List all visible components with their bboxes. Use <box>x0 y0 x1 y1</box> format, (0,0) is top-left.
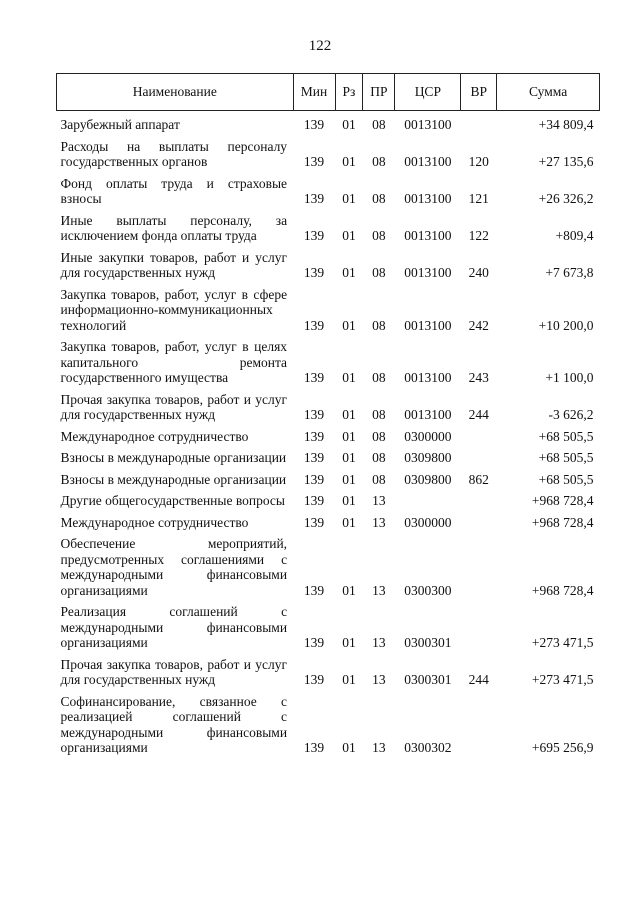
cell-sum: +968 728,4 <box>531 493 594 508</box>
cell-vr: 243 <box>468 370 489 385</box>
page-number: 122 <box>308 38 332 54</box>
cell-pr: 08 <box>372 154 386 169</box>
cell-vr: 122 <box>468 228 489 243</box>
cell-name: Реализация соглашений с международными финансовыми организациями <box>60 604 288 650</box>
cell-rz: 01 <box>342 740 356 755</box>
cell-sum: +1 100,0 <box>545 370 594 385</box>
cell-min: 139 <box>303 370 325 385</box>
cell-pr: 08 <box>372 428 386 444</box>
cell-vr <box>461 444 497 466</box>
cell-rz: 01 <box>342 635 356 650</box>
cell-min: 139 <box>303 672 325 687</box>
table-row <box>57 170 600 207</box>
cell-min: 139 <box>303 740 325 755</box>
cell-name: Зарубежный аппарат <box>60 117 180 132</box>
cell-rz: 01 <box>342 228 356 243</box>
cell-pr: 08 <box>372 265 386 280</box>
cell-vr <box>461 423 497 445</box>
cell-sum: +68 505,5 <box>538 471 594 487</box>
cell-pr: 08 <box>372 407 386 422</box>
cell-vr <box>461 509 497 531</box>
cell-rz: 01 <box>342 265 356 280</box>
cell-csr: 0300000 <box>404 428 452 444</box>
cell-sum: +68 505,5 <box>538 450 594 465</box>
cell-name: Закупка товаров, работ, услуг в сфере информационно-коммуникационных технологий <box>60 286 288 333</box>
cell-csr: 0013100 <box>404 191 452 206</box>
cell-rz: 01 <box>342 154 356 169</box>
header-vr: ВР <box>461 74 497 111</box>
cell-name: Прочая закупка товаров, работ и услуг для государственных нужд <box>60 391 288 422</box>
cell-vr <box>461 111 497 133</box>
header-name: Наименование <box>57 74 294 111</box>
cell-rz: 01 <box>342 317 356 333</box>
table-row <box>57 466 600 488</box>
table-row <box>57 598 600 651</box>
cell-csr: 0309800 <box>404 450 452 465</box>
cell-rz: 01 <box>342 582 356 598</box>
cell-sum: -3 626,2 <box>548 407 594 422</box>
table-row <box>57 444 600 466</box>
cell-name: Другие общегосударственные вопросы <box>60 493 285 508</box>
cell-min: 139 <box>303 117 325 132</box>
cell-pr: 08 <box>372 471 386 487</box>
cell-name: Взносы в международные организации <box>60 471 287 487</box>
cell-sum: +273 471,5 <box>531 672 594 687</box>
cell-csr: 0309800 <box>404 471 452 487</box>
cell-vr <box>461 487 497 509</box>
table-body <box>57 111 600 756</box>
cell-pr: 08 <box>372 450 386 465</box>
cell-csr: 0300000 <box>404 514 452 530</box>
cell-name: Софинансирование, связанное с реализацией соглашений с международными финансовыми организациями <box>60 693 288 755</box>
cell-name: Прочая закупка товаров, работ и услуг для государственных нужд <box>60 656 288 687</box>
cell-pr: 08 <box>372 370 386 385</box>
table-row <box>57 244 600 281</box>
cell-csr: 0013100 <box>404 317 452 333</box>
cell-rz: 01 <box>342 407 356 422</box>
cell-min: 139 <box>303 428 325 444</box>
table-row <box>57 207 600 244</box>
cell-pr: 08 <box>372 317 386 333</box>
cell-vr: 240 <box>468 265 489 280</box>
cell-csr: 0013100 <box>404 117 452 132</box>
table-row <box>57 651 600 688</box>
table-row <box>57 509 600 531</box>
cell-csr <box>395 487 461 509</box>
table-row <box>57 423 600 445</box>
cell-sum: +695 256,9 <box>531 740 594 755</box>
cell-name: Иные выплаты персоналу, за исключением фонда оплаты труда <box>60 212 288 243</box>
cell-pr: 08 <box>372 117 386 132</box>
cell-name: Международное сотрудничество <box>60 514 249 530</box>
cell-pr: 08 <box>372 228 386 243</box>
cell-rz: 01 <box>342 493 356 508</box>
table-row <box>57 333 600 386</box>
cell-rz: 01 <box>342 191 356 206</box>
cell-rz: 01 <box>342 428 356 444</box>
table-row <box>57 133 600 170</box>
cell-pr: 13 <box>372 493 386 508</box>
cell-sum: +968 728,4 <box>531 582 594 598</box>
cell-sum: +7 673,8 <box>545 265 594 280</box>
table-row <box>57 530 600 598</box>
cell-pr: 08 <box>372 191 386 206</box>
cell-rz: 01 <box>342 514 356 530</box>
cell-csr: 0013100 <box>404 154 452 169</box>
cell-min: 139 <box>303 582 325 598</box>
cell-name: Закупка товаров, работ, услуг в целях капитального ремонта государственного имущества <box>60 339 288 385</box>
table-row <box>57 111 600 133</box>
cell-pr: 13 <box>372 635 386 650</box>
cell-min: 139 <box>303 191 325 206</box>
cell-sum: +273 471,5 <box>531 635 594 650</box>
cell-name: Фонд оплаты труда и страховые взносы <box>60 175 288 206</box>
cell-min: 139 <box>303 450 325 465</box>
cell-name: Обеспечение мероприятий, предусмотренных соглашениями с международными финансовыми организациями <box>60 536 288 598</box>
cell-sum: +34 809,4 <box>538 117 594 132</box>
cell-rz: 01 <box>342 370 356 385</box>
cell-csr: 0300302 <box>404 740 452 755</box>
cell-sum: +26 326,2 <box>538 191 594 206</box>
cell-name: Взносы в международные организации <box>60 450 287 465</box>
cell-csr: 0300301 <box>404 672 452 687</box>
cell-sum: +968 728,4 <box>531 514 594 530</box>
cell-vr <box>461 688 497 756</box>
cell-vr: 120 <box>468 154 489 169</box>
header-csr: ЦСР <box>395 74 461 111</box>
cell-pr: 13 <box>372 672 386 687</box>
cell-min: 139 <box>303 265 325 280</box>
cell-csr: 0013100 <box>404 370 452 385</box>
cell-min: 139 <box>303 228 325 243</box>
cell-min: 139 <box>303 514 325 530</box>
header-min: Мин <box>293 74 335 111</box>
cell-vr: 242 <box>468 317 489 333</box>
header-pr: ПР <box>363 74 395 111</box>
cell-vr: 244 <box>468 407 489 422</box>
cell-sum: +68 505,5 <box>538 428 594 444</box>
cell-vr: 121 <box>468 191 489 206</box>
table-row <box>57 281 600 334</box>
cell-name: Расходы на выплаты персоналу государственных органов <box>60 138 288 169</box>
cell-min: 139 <box>303 407 325 422</box>
cell-rz: 01 <box>342 672 356 687</box>
cell-rz: 01 <box>342 117 356 132</box>
cell-csr: 0013100 <box>404 265 452 280</box>
cell-pr: 13 <box>372 514 386 530</box>
cell-pr: 13 <box>372 740 386 755</box>
cell-csr: 0013100 <box>404 407 452 422</box>
cell-vr <box>461 530 497 598</box>
cell-sum: +10 200,0 <box>538 317 594 333</box>
cell-min: 139 <box>303 635 325 650</box>
cell-min: 139 <box>303 154 325 169</box>
cell-min: 139 <box>303 471 325 487</box>
cell-vr <box>461 598 497 651</box>
budget-table <box>56 73 600 756</box>
cell-pr: 13 <box>372 582 386 598</box>
table-header <box>57 74 600 111</box>
table-row <box>57 688 600 756</box>
cell-vr: 862 <box>468 471 489 487</box>
header-sum: Сумма <box>497 74 600 111</box>
cell-csr: 0300301 <box>404 635 452 650</box>
cell-rz: 01 <box>342 471 356 487</box>
cell-vr: 244 <box>468 672 489 687</box>
cell-csr: 0300300 <box>404 582 452 598</box>
cell-rz: 01 <box>342 450 356 465</box>
cell-min: 139 <box>303 317 325 333</box>
cell-name: Иные закупки товаров, работ и услуг для государственных нужд <box>60 249 288 280</box>
cell-min: 139 <box>303 493 325 508</box>
header-rz: Рз <box>335 74 363 111</box>
cell-sum: +809,4 <box>555 228 594 243</box>
cell-name: Международное сотрудничество <box>60 428 249 444</box>
cell-csr: 0013100 <box>404 228 452 243</box>
cell-sum: +27 135,6 <box>538 154 594 169</box>
table-row <box>57 487 600 509</box>
table-row <box>57 386 600 423</box>
